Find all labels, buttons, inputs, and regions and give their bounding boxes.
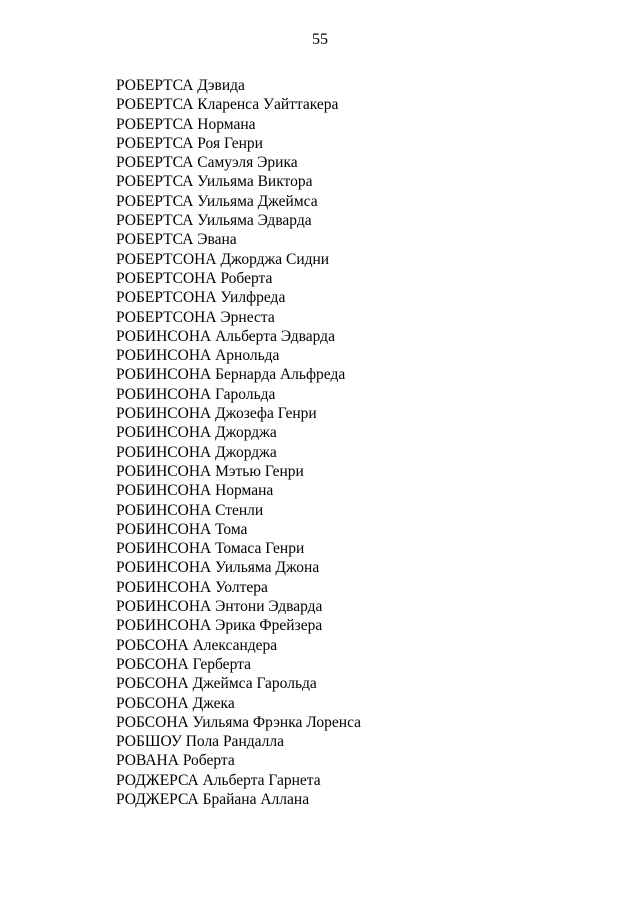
list-item: РОДЖЕРСА Альберта Гарнета	[116, 771, 321, 789]
list-item: РОБИНСОНА Гарольда	[116, 385, 276, 403]
list-item: РОБЕРТСА Уильяма Виктора	[116, 173, 313, 191]
list-item: РОБИНСОНА Арнольда	[116, 347, 280, 365]
list-item: РОБЕРТСА Роя Генри	[116, 134, 263, 152]
list-item: РОБИНСОНА Мэтью Генри	[116, 462, 304, 480]
list-item: РОБИНСОНА Альберта Эдварда	[116, 327, 335, 345]
list-item: РОБЕРТСА Дэвида	[116, 77, 245, 94]
list-item: РОБИНСОНА Уильяма Джона	[116, 559, 320, 577]
list-item: РОБИНСОНА Эрика Фрейзера	[116, 617, 323, 635]
list-item: РОБЕРТСА Самуэля Эрика	[116, 154, 298, 172]
list-item: РОБСОНА Уильяма Фрэнка Лоренса	[116, 713, 362, 731]
list-item: РОБИНСОНА Энтони Эдварда	[116, 598, 323, 616]
list-item: РОБИНСОНА Уолтера	[116, 578, 268, 596]
list-item: РОБИНСОНА Джорджа	[116, 443, 277, 461]
list-item: РОВАНА Роберта	[116, 752, 235, 770]
list-item: РОБЕРТСОНА Эрнеста	[116, 308, 275, 326]
list-item: РОБЕРТСА Нормана	[116, 115, 256, 133]
list-item: РОДЖЕРСА Брайана Аллана	[116, 790, 310, 808]
list-item: РОБИНСОНА Бернарда Альфреда	[116, 366, 346, 384]
list-item: РОБШОУ Пола Рандалла	[116, 733, 284, 751]
names-list	[116, 76, 361, 809]
list-item: РОБСОНА Герберта	[116, 655, 251, 673]
list-item: РОБСОНА Джека	[116, 694, 235, 712]
list-item: РОБЕРТСА Уильяма Джеймса	[116, 192, 318, 210]
list-item: РОБЕРТСА Уильяма Эдварда	[116, 212, 312, 230]
list-item: РОБИНСОНА Тома	[116, 520, 248, 538]
list-item: РОБЕРТСОНА Роберта	[116, 269, 273, 287]
list-item: РОБЕРТСОНА Джорджа Сидни	[116, 250, 330, 268]
list-item: РОБИНСОНА Джорджа	[116, 424, 277, 442]
list-item: РОБЕРТСА Кларенса Уайттакера	[116, 96, 339, 114]
list-item: РОБИНСОНА Стенли	[116, 501, 264, 519]
list-item: РОБИНСОНА Нормана	[116, 482, 274, 500]
list-item: РОБСОНА Джеймса Гарольда	[116, 675, 317, 693]
list-item: РОБИНСОНА Томаса Генри	[116, 540, 305, 558]
list-item: РОБИНСОНА Джозефа Генри	[116, 405, 317, 423]
page-number: 55	[312, 31, 328, 48]
list-item: РОБЕРТСА Эвана	[116, 231, 237, 249]
list-item: РОБЕРТСОНА Уилфреда	[116, 289, 286, 307]
list-item: РОБСОНА Александера	[116, 636, 278, 654]
